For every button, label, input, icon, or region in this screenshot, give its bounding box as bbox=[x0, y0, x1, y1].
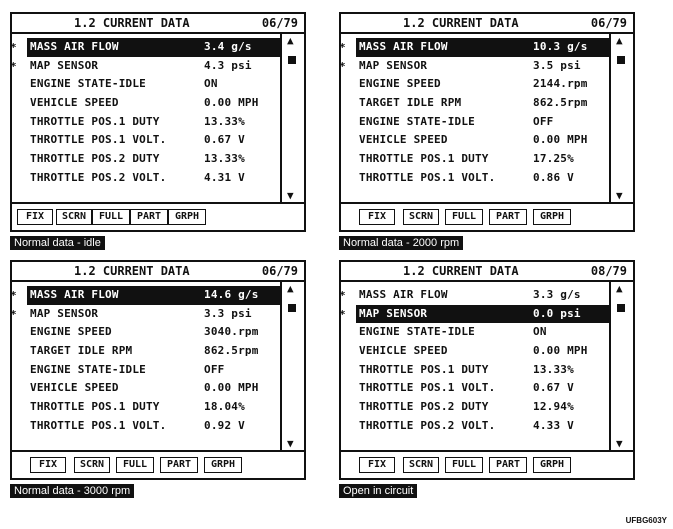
grph-button[interactable]: GRPH bbox=[533, 209, 571, 225]
panel-caption: Normal data - 3000 rpm bbox=[10, 484, 134, 498]
param-value: 4.31 V bbox=[204, 170, 245, 184]
scroll-thumb[interactable] bbox=[288, 304, 296, 312]
param-name: ENGINE STATE-IDLE bbox=[359, 325, 475, 339]
full-button[interactable]: FULL bbox=[92, 209, 130, 225]
flag-marker: * bbox=[10, 307, 17, 321]
param-name: MASS AIR FLOW bbox=[359, 288, 448, 301]
param-value: 862.5rpm bbox=[533, 96, 588, 110]
function-key-bar bbox=[341, 202, 633, 230]
fix-button[interactable]: FIX bbox=[30, 457, 66, 473]
full-button[interactable]: FULL bbox=[445, 209, 483, 225]
scroll-up-icon[interactable]: ▲ bbox=[287, 282, 294, 295]
flag-marker: * bbox=[10, 289, 17, 302]
data-row[interactable] bbox=[12, 417, 280, 436]
param-name: VEHICLE SPEED bbox=[359, 133, 448, 147]
param-name: MASS AIR FLOW bbox=[30, 40, 119, 53]
data-row-map-sensor[interactable] bbox=[12, 57, 280, 76]
data-row[interactable] bbox=[341, 342, 609, 361]
param-name: VEHICLE SPEED bbox=[30, 381, 119, 395]
data-row[interactable] bbox=[12, 342, 280, 361]
param-value: ON bbox=[533, 325, 547, 339]
param-value: OFF bbox=[533, 114, 554, 128]
param-value: 0.00 MPH bbox=[533, 344, 588, 358]
param-value: 0.0 psi bbox=[533, 306, 581, 320]
scroll-down-icon[interactable]: ▼ bbox=[287, 437, 294, 450]
screen-header bbox=[341, 14, 633, 34]
data-row[interactable] bbox=[341, 75, 609, 94]
page-counter: 06/79 bbox=[261, 264, 298, 278]
data-row[interactable] bbox=[341, 379, 609, 398]
scrollbar[interactable] bbox=[280, 280, 304, 452]
param-value: 14.6 g/s bbox=[204, 288, 259, 301]
param-value: 3.3 psi bbox=[204, 306, 252, 320]
data-row-map-sensor[interactable] bbox=[341, 57, 609, 76]
scan-tool-screen bbox=[339, 12, 635, 232]
param-value: OFF bbox=[204, 362, 225, 376]
data-row[interactable] bbox=[12, 94, 280, 113]
param-value: 0.00 MPH bbox=[204, 381, 259, 395]
panel-caption: Normal data - idle bbox=[10, 236, 105, 250]
part-button[interactable]: PART bbox=[489, 209, 527, 225]
param-value: 13.33% bbox=[204, 114, 245, 128]
scrn-button[interactable]: SCRN bbox=[403, 209, 439, 225]
data-row[interactable] bbox=[341, 323, 609, 342]
grph-button[interactable]: GRPH bbox=[168, 209, 206, 225]
data-list bbox=[12, 38, 280, 188]
param-value: 13.33% bbox=[204, 152, 245, 166]
scroll-thumb[interactable] bbox=[617, 304, 625, 312]
param-value: 12.94% bbox=[533, 400, 574, 414]
full-button[interactable]: FULL bbox=[445, 457, 483, 473]
data-row[interactable] bbox=[341, 131, 609, 150]
param-value: 3.3 g/s bbox=[533, 288, 581, 301]
data-row[interactable] bbox=[341, 361, 609, 380]
part-button[interactable]: PART bbox=[160, 457, 198, 473]
scan-tool-screen bbox=[10, 260, 306, 480]
param-name: ENGINE SPEED bbox=[30, 325, 112, 339]
param-value: 0.00 MPH bbox=[533, 133, 588, 147]
param-value: 0.86 V bbox=[533, 170, 574, 184]
data-row[interactable] bbox=[12, 379, 280, 398]
param-name: TARGET IDLE RPM bbox=[359, 96, 462, 110]
panel-3000rpm bbox=[10, 260, 310, 497]
scroll-thumb[interactable] bbox=[288, 56, 296, 64]
param-name: THROTTLE POS.2 VOLT. bbox=[30, 170, 167, 184]
flag-marker: * bbox=[339, 59, 346, 73]
flag-marker: * bbox=[339, 289, 346, 302]
param-value: 0.00 MPH bbox=[204, 96, 259, 110]
panel-2000rpm bbox=[339, 12, 639, 249]
param-value: 18.04% bbox=[204, 400, 245, 414]
data-row[interactable] bbox=[12, 398, 280, 417]
param-value: 4.33 V bbox=[533, 418, 574, 432]
param-name: THROTTLE POS.1 VOLT. bbox=[30, 418, 167, 432]
scrn-button[interactable]: SCRN bbox=[56, 209, 92, 225]
data-row[interactable] bbox=[341, 169, 609, 188]
data-row[interactable] bbox=[341, 94, 609, 113]
part-button[interactable]: PART bbox=[130, 209, 168, 225]
screen-title: 1.2 CURRENT DATA bbox=[403, 264, 519, 278]
data-row[interactable] bbox=[341, 113, 609, 132]
param-value: 3040.rpm bbox=[204, 325, 259, 339]
param-name: THROTTLE POS.1 VOLT. bbox=[359, 170, 496, 184]
part-button[interactable]: PART bbox=[489, 457, 527, 473]
screen-header bbox=[12, 14, 304, 34]
param-name: VEHICLE SPEED bbox=[30, 96, 119, 110]
data-row[interactable] bbox=[341, 150, 609, 169]
param-name: THROTTLE POS.2 VOLT. bbox=[359, 418, 496, 432]
page-counter: 06/79 bbox=[261, 16, 298, 30]
param-name: MAP SENSOR bbox=[359, 306, 428, 320]
fix-button[interactable]: FIX bbox=[359, 209, 395, 225]
param-value: 3.5 psi bbox=[533, 58, 581, 72]
param-name: MAP SENSOR bbox=[30, 306, 99, 320]
param-value: 17.25% bbox=[533, 152, 574, 166]
grph-button[interactable]: GRPH bbox=[204, 457, 242, 473]
data-row[interactable] bbox=[12, 150, 280, 169]
param-name: THROTTLE POS.1 DUTY bbox=[359, 362, 489, 376]
panel-idle bbox=[10, 12, 310, 249]
param-value: 0.67 V bbox=[533, 381, 574, 395]
data-row[interactable] bbox=[12, 323, 280, 342]
function-key-bar bbox=[12, 450, 304, 478]
param-value: 0.92 V bbox=[204, 418, 245, 432]
param-value: 10.3 g/s bbox=[533, 40, 588, 53]
data-row[interactable] bbox=[12, 169, 280, 188]
param-name: ENGINE SPEED bbox=[359, 77, 441, 91]
scrollbar[interactable] bbox=[280, 32, 304, 204]
page-counter: 06/79 bbox=[590, 16, 627, 30]
scroll-down-icon[interactable]: ▼ bbox=[287, 189, 294, 202]
param-name: ENGINE STATE-IDLE bbox=[359, 114, 475, 128]
param-value: ON bbox=[204, 77, 218, 91]
data-row-mass-air-flow[interactable] bbox=[341, 286, 609, 305]
scrollbar[interactable] bbox=[609, 32, 633, 204]
param-name: THROTTLE POS.1 VOLT. bbox=[359, 381, 496, 395]
param-name: VEHICLE SPEED bbox=[359, 344, 448, 358]
param-name: MAP SENSOR bbox=[30, 58, 99, 72]
param-name: ENGINE STATE-IDLE bbox=[30, 362, 146, 376]
param-name: MASS AIR FLOW bbox=[30, 288, 119, 301]
param-name: THROTTLE POS.2 DUTY bbox=[359, 400, 489, 414]
flag-marker: * bbox=[339, 41, 346, 54]
param-name: THROTTLE POS.1 DUTY bbox=[30, 400, 160, 414]
data-row-mass-air-flow[interactable] bbox=[10, 38, 280, 57]
scrollbar[interactable] bbox=[609, 280, 633, 452]
scroll-down-icon[interactable]: ▼ bbox=[616, 189, 623, 202]
data-row-map-sensor[interactable] bbox=[339, 305, 609, 324]
flag-marker: * bbox=[10, 59, 17, 73]
fix-button[interactable]: FIX bbox=[359, 457, 395, 473]
data-row-map-sensor[interactable] bbox=[12, 305, 280, 324]
scan-tool-screen bbox=[10, 12, 306, 232]
param-name: TARGET IDLE RPM bbox=[30, 344, 133, 358]
data-row-mass-air-flow[interactable] bbox=[10, 286, 280, 305]
param-name: THROTTLE POS.2 DUTY bbox=[30, 152, 160, 166]
screen-header bbox=[341, 262, 633, 282]
fix-button[interactable]: FIX bbox=[17, 209, 53, 225]
panel-open-circuit bbox=[339, 260, 639, 497]
function-key-bar bbox=[12, 202, 304, 230]
param-value: 0.67 V bbox=[204, 133, 245, 147]
param-value: 862.5rpm bbox=[204, 344, 259, 358]
param-value: 3.4 g/s bbox=[204, 40, 252, 53]
panel-caption: Open in circuit bbox=[339, 484, 417, 498]
param-name: THROTTLE POS.1 DUTY bbox=[30, 114, 160, 128]
param-value: 2144.rpm bbox=[533, 77, 588, 91]
param-value: 4.3 psi bbox=[204, 58, 252, 72]
data-row[interactable] bbox=[12, 75, 280, 94]
page-counter: 08/79 bbox=[590, 264, 627, 278]
panel-caption: Normal data - 2000 rpm bbox=[339, 236, 463, 250]
figure-id: UFBG603Y bbox=[625, 516, 667, 525]
scrn-button[interactable]: SCRN bbox=[403, 457, 439, 473]
scroll-up-icon[interactable]: ▲ bbox=[287, 34, 294, 47]
param-name: MASS AIR FLOW bbox=[359, 40, 448, 53]
flag-marker: * bbox=[339, 307, 346, 321]
data-row[interactable] bbox=[12, 131, 280, 150]
scroll-down-icon[interactable]: ▼ bbox=[616, 437, 623, 450]
param-name: THROTTLE POS.1 DUTY bbox=[359, 152, 489, 166]
param-name: MAP SENSOR bbox=[359, 58, 428, 72]
data-row[interactable] bbox=[341, 417, 609, 436]
scroll-up-icon[interactable]: ▲ bbox=[616, 34, 623, 47]
screen-title: 1.2 CURRENT DATA bbox=[74, 264, 190, 278]
data-row[interactable] bbox=[12, 113, 280, 132]
scan-tool-screen bbox=[339, 260, 635, 480]
param-name: ENGINE STATE-IDLE bbox=[30, 77, 146, 91]
screen-header bbox=[12, 262, 304, 282]
grph-button[interactable]: GRPH bbox=[533, 457, 571, 473]
data-row-mass-air-flow[interactable] bbox=[339, 38, 609, 57]
scrn-button[interactable]: SCRN bbox=[74, 457, 110, 473]
param-value: 13.33% bbox=[533, 362, 574, 376]
data-list bbox=[341, 286, 609, 436]
data-row[interactable] bbox=[12, 361, 280, 380]
data-list bbox=[341, 38, 609, 188]
scroll-thumb[interactable] bbox=[617, 56, 625, 64]
data-row[interactable] bbox=[341, 398, 609, 417]
function-key-bar bbox=[341, 450, 633, 478]
scroll-up-icon[interactable]: ▲ bbox=[616, 282, 623, 295]
screen-title: 1.2 CURRENT DATA bbox=[403, 16, 519, 30]
flag-marker: * bbox=[10, 41, 17, 54]
data-list bbox=[12, 286, 280, 436]
screen-title: 1.2 CURRENT DATA bbox=[74, 16, 190, 30]
param-name: THROTTLE POS.1 VOLT. bbox=[30, 133, 167, 147]
full-button[interactable]: FULL bbox=[116, 457, 154, 473]
